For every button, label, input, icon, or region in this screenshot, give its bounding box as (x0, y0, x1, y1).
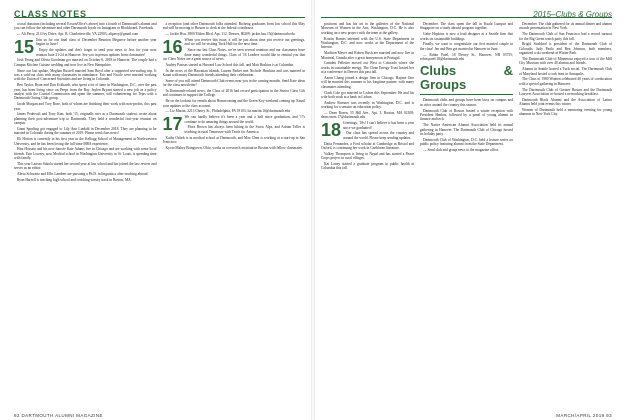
note-paragraph: Josh Yeung and Olivia Goodman got married on October 6, 2018 in Hanover. The couple had a Campus Kitchen Cuisine wedding and now live in New Hampshire. (14, 58, 157, 67)
page-footer-right: MARCH/APRIL 2019 93 (556, 413, 612, 418)
note-paragraph: Enjoy the updates and don't forget to send your news to Jess for your next reunion June 21-24 in Hanover. See you in person updates from classmates! (36, 48, 157, 57)
note-paragraph: December. The club gathered for its annual dinner and alumni awards presentation in New York. (519, 22, 612, 31)
section-label: 2015–Clubs & Groups (533, 10, 612, 19)
note-paragraph: Andrew Roesner was recently in Washington, D.C. and is working for a senator on education policy. (321, 100, 414, 110)
note-paragraph: Kristin Barnes interned with the U.S. State Department in Washington, D.C. and now works at the Department of the Interior. (321, 36, 414, 50)
left-page (0, 0, 311, 420)
note-paragraph: In Dartmouth-related news, the Class of 2016 had record participation in the Senior Class Gift and continues to support the College. (162, 89, 305, 98)
note-paragraph: Audrey Fasisas started at Harvard Law School this fall, and Matt Haskins is at Columbia. (165, 62, 295, 67)
section-divider (420, 94, 513, 95)
note-paragraph: — Ali Perry, 214 Ivy Drive, Apt. B, Charlottesville, VA 22903; aliperry@gmail.com (17, 32, 139, 37)
entry-text: Join us for our final class of December Reunion Megaeve before another year begins in June! (36, 38, 157, 47)
note-paragraph: Since our last update, Meghan Russell married Sam Boyd after a supported sea-surfing trip. It was a sold-out class with many classmates in attendance. Eric and Nicole were married working with the Union of Concerned Scientists and are living in Colorado. (14, 68, 157, 82)
class-year-numeral: 17 (162, 114, 183, 135)
note-paragraph: Kathy Ozbek is in medical school at Dartmouth, and Max Chen is working at a start-up in San Francisco. (162, 135, 305, 145)
note-paragraph: The Dartmouth Club of Minnesota enjoyed a tour of the Mill City Museum with over 40 alumni and friends. (519, 57, 612, 66)
note-paragraph: Brigid Stoddard is president of the Dartmouth Club of Colorado. Judy Paulo and Ben Johnson, both members, organized a ski weekend at Winter Park. (519, 42, 612, 56)
running-head-right (321, 4, 612, 18)
note-paragraph: Some of you will attend Dartmouth Club events near you in the coming months. Send Kate ideas for the class newsletter! (162, 78, 305, 88)
note-paragraph: Alumni in Seattle hosted a Tuck social. The Dartmouth Club of Maryland hosted a crab feast in Annapolis. (519, 67, 612, 76)
note-paragraph: Hira Hossain and his new fiancée Kate Adams live in Chicago and are working with some local friends. Erin Lowery, now Medical school in Washington University in St. Louis, is spending time with family. (14, 147, 157, 161)
note-paragraph: This year Larissa Sokola started her second year at law school and has joined the law review and serves as an editor. (14, 162, 157, 171)
note-paragraph: Aaron Chang joined a design firm in Chicago. Hajime Ono will be married this summer to his longtime partner, with many classmates attending. (321, 76, 414, 89)
note-paragraph: positions and has his art in the galleries of the National Museum of Women in the Arts, Washington, D.C. He is also working on a new project with the team at the gallery. (321, 22, 414, 35)
column (14, 22, 157, 406)
entry-text: When you receive this issue, it will be just about time you receive our greetings, and we will be visiting Tuck Hall for the next time. (184, 38, 305, 47)
note-paragraph: — Liz Martin, 2213 Cherry St., Philadelphia, PA 19103; liz.martin.16@dartmouth.edu (165, 109, 291, 114)
left-columns (14, 22, 305, 406)
note-paragraph: James Pedersoli and Tony Kim, both '15, originally met as a Dartmouth student, wrote about planning their post-adventure trip to Dartmouth. They held a wonderful first-year reunion on campus. (14, 112, 157, 126)
note-paragraph: Dartmouth Club of Washington, D.C. held a lecture series on public policy featuring alumni from the State Department. (420, 137, 513, 147)
note-paragraph: Ben Taylor, Ryan and Dan Eckhardt, who spent a lot of time in Washington, D.C. over the past year, has been living since on Peeps from the Bay. Jaylen Bryant started a new job as a policy analyst with the Coastal Commission and spent the summer, still volunteering for Tejas with a Dartmouth Outing Club group. (14, 83, 157, 101)
note-paragraph: The Native American Alumni Association held its annual gathering in Hanover. The Dartmouth Club of Chicago hosted its holiday party. (420, 123, 513, 137)
note-paragraph: Be on the lookout for emails about Homecoming and the Green Key weekend coming up. Email your updates to the class account. (162, 99, 305, 108)
note-paragraph: Clark Cole got married in Lisbon this September. He and his wife both work at a bank in Lisbon. (321, 90, 414, 100)
note-paragraph: Kai Loney started a graduate program in public health at Columbia this fall. (321, 162, 414, 171)
note-paragraph: December. The class spent the fall in Kuala Lumpur and Singapore on a study abroad program together. (420, 22, 513, 31)
note-paragraph: Daria Fernandez, a Ford scholar at Cambridge in Bristol and Oxford, is continuing her work in Caribbean literature. (321, 141, 414, 151)
right-page (315, 0, 626, 420)
note-paragraph: — Send club and group news to the magazine office. (423, 148, 500, 153)
note-paragraph: a reception (and other Dartmouth folks attended. Bicheng graduates from law school this May and will be moving to Boston to clerk at the federal courthouse. (162, 22, 305, 31)
note-paragraph: Gabe Hopkins is now a lead designer at a Seattle firm that works on sustainable buildings. (420, 32, 513, 41)
note-paragraph: The Dartmouth Club of San Francisco had a record turnout for the Big Green watch party this fall. (519, 32, 612, 41)
note-paragraph: Valkey Thompson is living in Nepal and has started a Peace Corps project in rural villages. (321, 151, 414, 161)
note-paragraph: Camden Pelletier moved out West to Colorado where she works in sustainable energy. The Clean Energy Trust hosted her at a conference in Denver this past fall. (321, 61, 414, 75)
running-head-left (14, 4, 305, 18)
section-label: CLASS NOTES (14, 9, 87, 19)
note-paragraph: — Dean Rosen, 55 Hill Ave., Apt. 3, Boston, MA 02108; dean.rosen.17@dartmouth.edu (321, 111, 414, 120)
right-columns (321, 22, 612, 406)
note-paragraph: Dartmouth Black Alumni and the Association of Latino Alumni held joint events this winter. (519, 97, 612, 107)
class-year-numeral: 16 (162, 37, 183, 57)
page-footer-left: 92 DARTMOUTH ALUMNI MAGAZINE (14, 413, 103, 418)
note-paragraph: Madison Meyer and Robert Bush are married and now live in Montreal, Canada after a great honeymoon in Portugal. (321, 51, 414, 60)
note-paragraph: Women of Dartmouth held a mentoring evening for young alumnae in New York City. (519, 108, 612, 117)
entry-text: Greetings, '18s! I can't believe it has been a year since we graduated! (343, 121, 414, 130)
note-paragraph: — Robin Patel, 18 Dewey St., Hanover, NH 03755; robin.patel.18@dartmouth.edu (420, 52, 513, 62)
note-paragraph: — Jackie Hsu, 3800 Tilden Blvd, Apt. 112, Denver, 80209; jackie.hsu.15@dartmouth.edu (165, 32, 295, 37)
class-year-numeral: 18 (321, 120, 342, 141)
note-paragraph: The Dartmouth Club of Greater Boston and the Dartmouth Lawyers Association co-hosted a networking breakfast. (519, 87, 612, 97)
note-paragraph: Finally, we want to congratulate our first married couple in the class! Jen and Ben got married in Hanover in June. (420, 42, 513, 51)
note-paragraph: a total donation (including several Exxon/Olive's above) into a fourth of Dartmouth's alumni and you can follow the adventure and other Dartmouth loyals on Instagram or Blackboard, Facebook. (14, 22, 157, 31)
note-paragraph: In the news of the Hawaiian islands, Lauren Parker met Nichole Hawkins and was married in Kauai with many Dartmouth friends attending their celebration. (162, 68, 305, 78)
section-title: Clubs & Groups (420, 63, 513, 93)
note-paragraph: Grant Sporling got engaged to Lily Ann Lindahl in December 2018. They are planning to be married in Colorado during the summer of 2019. Please send class news! (14, 127, 157, 136)
entry-text: We can hardly believe it's been a year and a half since graduation, and '17s continue to do amazing things around the world. (184, 115, 305, 124)
note-paragraph: Ryan Harroll is teaching high school and coaching varsity track in Boston, MA. (17, 178, 132, 183)
note-paragraph: Alexa Schwartz and Ellis Lambert are pursuing a Ph.D. in linguistics after teaching abroad. (17, 172, 149, 177)
note-paragraph: Jacob Morgan and Tory Rose, both of whom are finishing their work with non-profits, this past year. (14, 102, 157, 111)
note-paragraph: Dartmouth Club of Boston hosted a winter reception with President Hanlon, followed by a panel of young alumni in finance and tech. (420, 108, 513, 122)
note-paragraph: Dartmouth clubs and groups have been busy on campus and in cities around the country this season. (420, 98, 513, 107)
column (420, 22, 513, 406)
note-paragraph: Eli Horton is currently in his first year in the Kellogg School of Management at Northwestern University, and he has been loving the full-time MBA experience. (14, 137, 157, 146)
note-paragraph: Since our last Class Notes, we've seen several reunions and our classmates have done many wonderful things. Class of '16 Leaders would like to remind you that our Class Notes are a great source of news. (162, 48, 305, 62)
column (163, 22, 306, 406)
note-paragraph: The Class of 1980 Women celebrated 40 years of coeducation with a special gathering in Hanover. (519, 77, 612, 86)
note-paragraph: Flora Brown has always been hiking in the Swiss Alps, and Adrian Teller is teaching in rural Tennessee with Teach for America. (184, 125, 305, 134)
note-paragraph: Our class has spread across the country and around the world. Please keep sending updates. (343, 131, 414, 140)
note-paragraph: Kyoto Mahey Bringtown, Ohio, works as a research assistant in Boston with fellow classmates. (165, 145, 303, 150)
column (321, 22, 414, 406)
column (519, 22, 612, 406)
class-year-numeral: 15 (14, 37, 35, 57)
